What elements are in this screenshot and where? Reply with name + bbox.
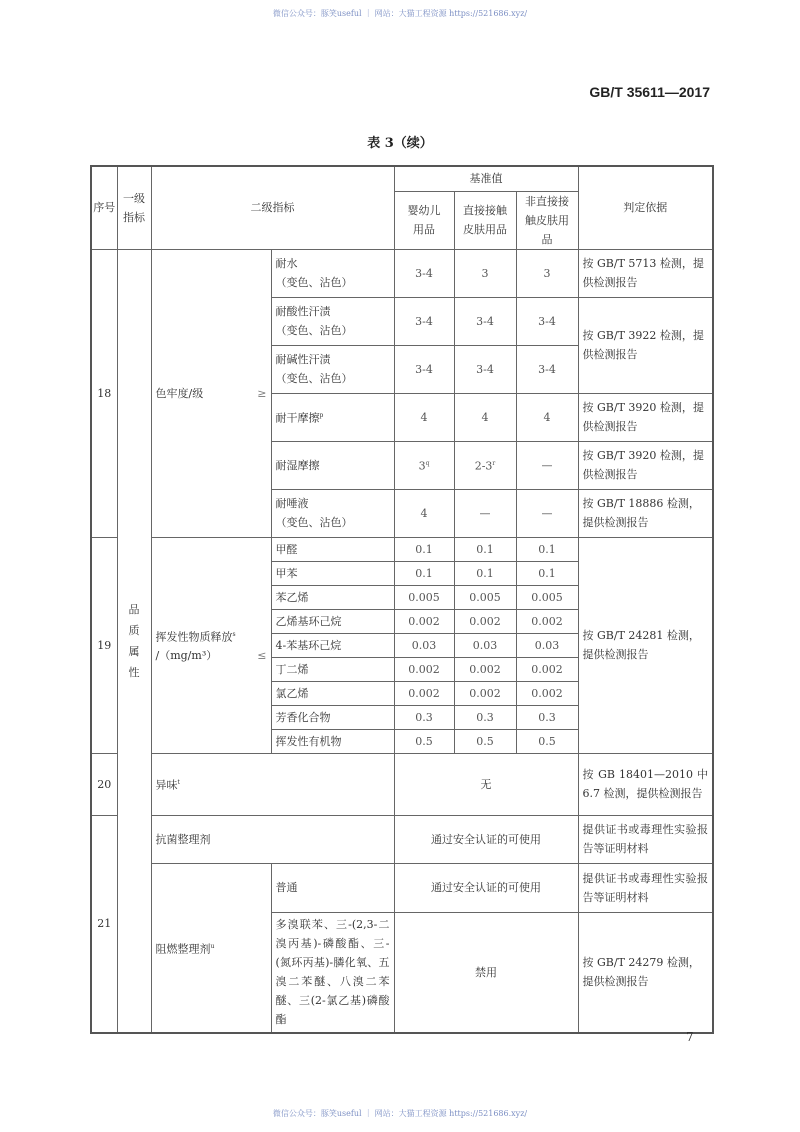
basis-cell: 按 GB/T 3920 检测，提供检测报告 [578,393,713,441]
item-cell: 氯乙烯 [271,681,394,705]
item-cell [271,393,394,441]
value-indirect: — [516,489,578,537]
value-direct: 3-4 [454,297,516,345]
watermark-bottom: 微信公众号：豚笑useful ｜ 网站：大猫工程资源 https://521686.xyz/ [272,1109,528,1118]
footnote-mark: u [210,942,215,950]
value: 2-3 [474,459,493,473]
footnote-mark: p [319,412,324,420]
standard-number: GB/T 35611—2017 [589,84,710,100]
table-row [91,753,713,815]
item-cell: 丁二烯 [271,657,394,681]
level2-label: 挥发性物质释放 [155,630,233,644]
value-indirect: 4 [516,393,578,441]
item-cell: 4-苯基环己烷 [271,633,394,657]
value-infant: 0.005 [394,585,454,609]
level2-cell [151,249,271,537]
level2-label: 色牢度/级 [155,386,204,400]
item-cell: 芳香化合物 [271,705,394,729]
item-name: 耐酸性汗渍 [275,305,331,318]
header-benchmark: 基准值 [394,166,578,191]
value-indirect: 0.1 [516,537,578,561]
footnote-mark: t [177,779,180,787]
item-sub: （变色、沾色） [275,516,353,529]
header-no: 序号 [91,166,117,249]
item-name: 耐干摩擦 [275,411,320,425]
table-row [91,537,713,561]
value-cell: 通过安全认证的可使用 [394,815,578,863]
basis-cell: 按 GB 18401—2010 中 6.7 检测，提供检测报告 [578,753,713,815]
item-cell [271,345,394,393]
value-infant: 0.002 [394,609,454,633]
value-infant [394,441,454,489]
value-infant: 4 [394,393,454,441]
value-infant: 0.03 [394,633,454,657]
value-direct: 3-4 [454,345,516,393]
header-basis: 判定依据 [578,166,713,249]
header-row [91,166,713,191]
value-direct: 0.002 [454,657,516,681]
value-direct: 0.002 [454,609,516,633]
value-direct: 3 [454,249,516,297]
row-no: 21 [91,815,117,1033]
requirements-table [90,165,714,1034]
basis-cell: 提供证书或毒理性实验报告等证明材料 [578,863,713,912]
value-infant: 4 [394,489,454,537]
ge-sign: ≥ [257,386,267,400]
basis-cell: 按 GB/T 24281 检测，提供检测报告 [578,537,713,753]
value-indirect: — [516,441,578,489]
value-infant: 0.1 [394,537,454,561]
value-direct [454,441,516,489]
basis-cell: 按 GB/T 3920 检测，提供检测报告 [578,441,713,489]
value-indirect: 3 [516,249,578,297]
header-direct: 直接接触皮肤用品 [454,191,516,249]
item-name: 耐碱性汗渍 [275,353,331,366]
value-infant: 0.002 [394,657,454,681]
basis-cell: 按 GB/T 5713 检测，提供检测报告 [578,249,713,297]
item-cell: 苯乙烯 [271,585,394,609]
value-infant: 0.1 [394,561,454,585]
le-sign: ≤ [257,649,267,663]
row-no: 18 [91,249,117,537]
level1-cell [117,249,151,1033]
item-cell [271,297,394,345]
value-direct: 0.1 [454,561,516,585]
value-infant: 3-4 [394,297,454,345]
value-indirect: 0.1 [516,561,578,585]
item-cell [271,249,394,297]
value-indirect: 0.5 [516,729,578,753]
value: 3 [418,459,426,473]
value-direct: 0.5 [454,729,516,753]
value-direct: 4 [454,393,516,441]
level1-label: 品质属性 [128,602,140,679]
footnote-mark: q [425,460,430,468]
header-level2: 二级指标 [151,166,394,249]
value-infant: 0.5 [394,729,454,753]
basis-cell: 按 GB/T 18886 检测，提供检测报告 [578,489,713,537]
level2-cell [151,863,271,1033]
value-indirect: 0.002 [516,609,578,633]
value-indirect: 0.03 [516,633,578,657]
value-indirect: 0.005 [516,585,578,609]
item-sub: （变色、沾色） [275,324,353,337]
basis-cell: 按 GB/T 24279 检测，提供检测报告 [578,912,713,1033]
value-cell: 通过安全认证的可使用 [394,863,578,912]
level2-cell [151,537,271,753]
table-row [91,815,713,863]
value-indirect: 0.3 [516,705,578,729]
level2-cell [151,753,394,815]
value-direct: 0.002 [454,681,516,705]
header-indirect: 非直接接触皮肤用品 [516,191,578,249]
item-sub: （变色、沾色） [275,372,353,385]
row-no: 19 [91,537,117,753]
value-cell: 无 [394,753,578,815]
item-name: 耐水 [275,257,298,270]
value-indirect: 3-4 [516,297,578,345]
item-name: 耐唾液 [275,497,309,510]
item-cell: 乙烯基环己烷 [271,609,394,633]
value-cell: 禁用 [394,912,578,1033]
item-cell: 耐湿摩擦 [271,441,394,489]
level2-label: 阻燃整理剂 [155,942,211,956]
table-title: 表 3（续） [367,136,433,151]
footnote-mark: r [492,460,496,468]
item-sub: （变色、沾色） [275,276,353,289]
value-indirect: 0.002 [516,657,578,681]
item-cell: 挥发性有机物 [271,729,394,753]
item-cell: 普通 [271,863,394,912]
header-level1: 一级指标 [117,166,151,249]
value-indirect: 3-4 [516,345,578,393]
basis-cell: 提供证书或毒理性实验报告等证明材料 [578,815,713,863]
value-infant: 3-4 [394,345,454,393]
value-direct: 0.03 [454,633,516,657]
value-direct: 0.3 [454,705,516,729]
level2-label: 异味 [155,778,178,792]
watermark-top: 微信公众号：豚笑useful ｜ 网站：大猫工程资源 https://521686.xyz/ [272,9,528,18]
item-cell: 甲醛 [271,537,394,561]
basis-cell: 按 GB/T 3922 检测，提供检测报告 [578,297,713,393]
unit: /（mg/m³） [155,649,218,663]
value-infant: 0.002 [394,681,454,705]
header-infant: 婴幼儿用品 [394,191,454,249]
item-cell: 甲苯 [271,561,394,585]
value-direct: 0.005 [454,585,516,609]
row-no: 20 [91,753,117,815]
value-infant: 0.3 [394,705,454,729]
value-direct: — [454,489,516,537]
item-cell [271,489,394,537]
value-infant: 3-4 [394,249,454,297]
table-row [91,249,713,297]
table-row [91,863,713,912]
value-indirect: 0.002 [516,681,578,705]
page-number: 7 [686,1030,694,1044]
level2-cell: 抗菌整理剂 [151,815,394,863]
item-cell: 多溴联苯、三-(2,3-二溴丙基)-磷酸酯、三-(氮环丙基)-膦化氧、五溴二苯醚、八溴二苯醚、三(2-氯乙基)磷酸酯 [271,912,394,1033]
value-direct: 0.1 [454,537,516,561]
footnote-mark: s [232,630,236,638]
